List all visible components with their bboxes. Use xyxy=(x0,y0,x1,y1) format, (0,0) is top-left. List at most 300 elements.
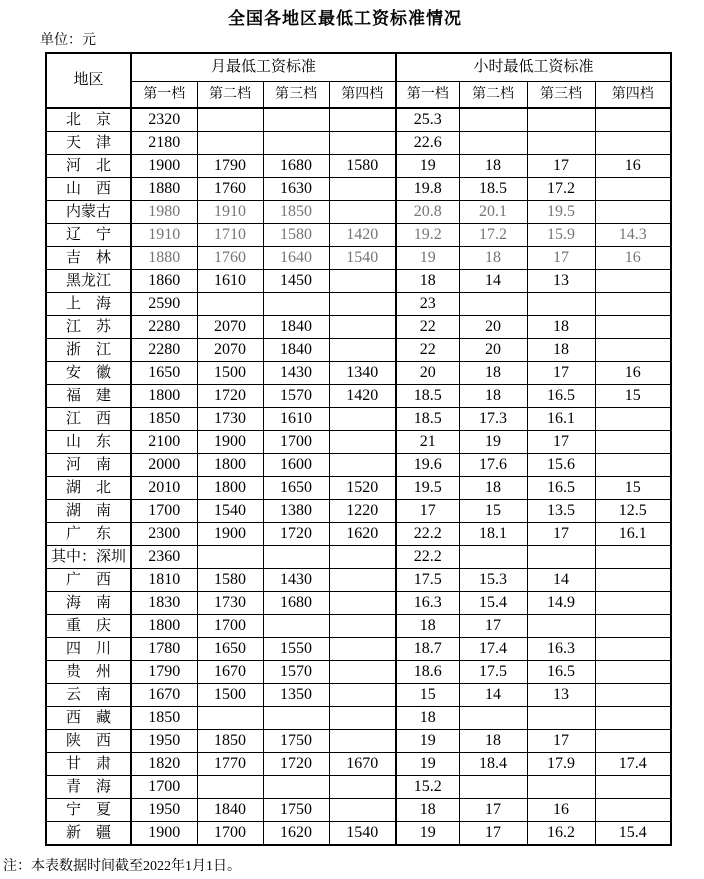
table-row xyxy=(46,408,671,431)
monthly-tier-3-cell: 1640 xyxy=(263,247,329,270)
monthly-tier-4-cell: 1340 xyxy=(329,362,396,385)
monthly-tier-1-cell: 2320 xyxy=(131,108,197,132)
region-cell: 山 西 xyxy=(46,178,131,201)
monthly-tier-2-cell: 1900 xyxy=(197,431,263,454)
region-cell: 黑龙江 xyxy=(46,270,131,293)
monthly-tier-1-cell: 1910 xyxy=(131,224,197,247)
monthly-tier-2-cell: 1650 xyxy=(197,638,263,661)
hourly-tier-1-cell: 20.8 xyxy=(396,201,459,224)
region-cell: 青 海 xyxy=(46,776,131,799)
region-cell: 湖 北 xyxy=(46,477,131,500)
monthly-tier-1-cell: 1800 xyxy=(131,615,197,638)
monthly-tier-3-cell xyxy=(263,108,329,132)
hourly-tier-2-cell xyxy=(459,707,527,730)
table-row xyxy=(46,385,671,408)
hourly-tier-3-cell: 16.5 xyxy=(527,385,595,408)
hourly-tier-3-cell: 17 xyxy=(527,431,595,454)
hourly-tier-2-cell: 17.5 xyxy=(459,661,527,684)
monthly-tier-3-cell: 1600 xyxy=(263,454,329,477)
monthly-tier-2-cell xyxy=(197,293,263,316)
monthly-tier-4-cell xyxy=(329,201,396,224)
hourly-tier-3-cell: 18 xyxy=(527,316,595,339)
monthly-tier-4-cell: 1620 xyxy=(329,523,396,546)
monthly-tier-1-cell: 1700 xyxy=(131,500,197,523)
region-cell: 海 南 xyxy=(46,592,131,615)
hourly-tier-4-cell xyxy=(595,592,671,615)
hourly-tier-2-cell: 17 xyxy=(459,799,527,822)
hourly-tier-4-cell: 15.4 xyxy=(595,822,671,846)
hourly-tier-2-header: 第二档 xyxy=(459,82,527,109)
monthly-tier-1-cell: 2180 xyxy=(131,132,197,155)
monthly-tier-4-cell xyxy=(329,454,396,477)
table-row xyxy=(46,799,671,822)
hourly-tier-4-cell: 15 xyxy=(595,477,671,500)
hourly-tier-2-cell: 17.3 xyxy=(459,408,527,431)
region-cell: 河 南 xyxy=(46,454,131,477)
region-cell: 宁 夏 xyxy=(46,799,131,822)
hourly-tier-3-cell: 16.2 xyxy=(527,822,595,846)
table-row xyxy=(46,155,671,178)
monthly-tier-3-cell: 1570 xyxy=(263,661,329,684)
region-cell: 新 疆 xyxy=(46,822,131,846)
hourly-tier-4-cell: 17.4 xyxy=(595,753,671,776)
monthly-tier-4-cell xyxy=(329,546,396,569)
monthly-tier-3-cell: 1610 xyxy=(263,408,329,431)
monthly-tier-2-cell: 1770 xyxy=(197,753,263,776)
region-cell: 浙 江 xyxy=(46,339,131,362)
monthly-tier-2-cell xyxy=(197,108,263,132)
hourly-tier-1-cell: 22 xyxy=(396,316,459,339)
hourly-tier-1-cell: 18 xyxy=(396,707,459,730)
hourly-tier-1-cell: 18.5 xyxy=(396,408,459,431)
monthly-tier-3-cell: 1700 xyxy=(263,431,329,454)
monthly-tier-2-cell xyxy=(197,546,263,569)
hourly-tier-3-cell: 16 xyxy=(527,799,595,822)
table-row xyxy=(46,661,671,684)
hourly-tier-2-cell: 15.4 xyxy=(459,592,527,615)
monthly-tier-2-cell: 1760 xyxy=(197,178,263,201)
monthly-tier-3-cell: 1430 xyxy=(263,569,329,592)
monthly-tier-4-cell xyxy=(329,339,396,362)
hourly-tier-3-cell: 19.5 xyxy=(527,201,595,224)
monthly-tier-2-cell: 1710 xyxy=(197,224,263,247)
monthly-tier-3-cell: 1550 xyxy=(263,638,329,661)
monthly-tier-1-cell: 1850 xyxy=(131,408,197,431)
hourly-tier-4-cell: 14.3 xyxy=(595,224,671,247)
monthly-tier-3-cell: 1580 xyxy=(263,224,329,247)
monthly-tier-2-cell: 1730 xyxy=(197,408,263,431)
hourly-tier-3-header: 第三档 xyxy=(527,82,595,109)
hourly-tier-1-header: 第一档 xyxy=(396,82,459,109)
table-row xyxy=(46,500,671,523)
hourly-tier-3-cell: 16.5 xyxy=(527,477,595,500)
table-row xyxy=(46,293,671,316)
monthly-tier-3-cell xyxy=(263,132,329,155)
monthly-tier-3-cell xyxy=(263,546,329,569)
hourly-tier-4-cell xyxy=(595,546,671,569)
hourly-tier-4-cell: 16 xyxy=(595,247,671,270)
hourly-tier-3-cell xyxy=(527,293,595,316)
monthly-tier-1-cell: 1820 xyxy=(131,753,197,776)
region-cell: 重 庆 xyxy=(46,615,131,638)
hourly-tier-2-cell: 15.3 xyxy=(459,569,527,592)
hourly-tier-1-cell: 22.2 xyxy=(396,523,459,546)
table-row xyxy=(46,201,671,224)
region-cell: 河 北 xyxy=(46,155,131,178)
hourly-tier-2-cell: 18.4 xyxy=(459,753,527,776)
unit-label: 单位：元 xyxy=(40,33,96,48)
table-row xyxy=(46,132,671,155)
monthly-tier-3-cell xyxy=(263,615,329,638)
hourly-tier-2-cell: 18 xyxy=(459,385,527,408)
hourly-tier-3-cell: 16.1 xyxy=(527,408,595,431)
monthly-tier-1-cell: 1980 xyxy=(131,201,197,224)
monthly-tier-3-cell: 1450 xyxy=(263,270,329,293)
hourly-tier-2-cell: 17.6 xyxy=(459,454,527,477)
region-cell: 贵 州 xyxy=(46,661,131,684)
monthly-tier-3-cell: 1850 xyxy=(263,201,329,224)
hourly-tier-4-cell xyxy=(595,178,671,201)
hourly-tier-2-cell: 18 xyxy=(459,477,527,500)
monthly-tier-3-cell: 1750 xyxy=(263,730,329,753)
table-row xyxy=(46,592,671,615)
monthly-tier-1-cell: 2000 xyxy=(131,454,197,477)
hourly-tier-4-cell xyxy=(595,638,671,661)
hourly-tier-1-cell: 20 xyxy=(396,362,459,385)
hourly-tier-1-cell: 19.5 xyxy=(396,477,459,500)
monthly-tier-2-cell: 1700 xyxy=(197,822,263,846)
hourly-tier-4-cell xyxy=(595,707,671,730)
region-cell: 其中：深圳 xyxy=(46,546,131,569)
hourly-tier-1-cell: 19.6 xyxy=(396,454,459,477)
monthly-tier-3-cell: 1350 xyxy=(263,684,329,707)
table-body xyxy=(46,108,671,845)
monthly-tier-4-cell xyxy=(329,293,396,316)
monthly-tier-3-cell: 1620 xyxy=(263,822,329,846)
monthly-tier-2-cell: 1500 xyxy=(197,362,263,385)
region-cell: 甘 肃 xyxy=(46,753,131,776)
hourly-tier-1-cell: 22.6 xyxy=(396,132,459,155)
monthly-tier-3-cell: 1720 xyxy=(263,523,329,546)
region-cell: 云 南 xyxy=(46,684,131,707)
table-row xyxy=(46,776,671,799)
hourly-tier-2-cell: 18.1 xyxy=(459,523,527,546)
monthly-tier-4-cell: 1540 xyxy=(329,822,396,846)
hourly-tier-4-cell xyxy=(595,408,671,431)
hourly-tier-1-cell: 18.7 xyxy=(396,638,459,661)
region-cell: 广 西 xyxy=(46,569,131,592)
monthly-tier-1-cell: 1880 xyxy=(131,247,197,270)
hourly-tier-2-cell: 17 xyxy=(459,615,527,638)
hourly-tier-2-cell: 17.4 xyxy=(459,638,527,661)
hourly-tier-2-cell: 19 xyxy=(459,431,527,454)
hourly-tier-4-cell xyxy=(595,776,671,799)
monthly-tier-2-cell: 1720 xyxy=(197,385,263,408)
hourly-tier-4-cell: 16 xyxy=(595,155,671,178)
monthly-tier-4-cell xyxy=(329,799,396,822)
hourly-tier-4-cell xyxy=(595,615,671,638)
monthly-tier-3-cell: 1840 xyxy=(263,339,329,362)
region-cell: 辽 宁 xyxy=(46,224,131,247)
table-row xyxy=(46,270,671,293)
hourly-group-header: 小时最低工资标准 xyxy=(396,53,671,82)
table-row xyxy=(46,247,671,270)
hourly-tier-1-cell: 19.8 xyxy=(396,178,459,201)
table-row xyxy=(46,684,671,707)
monthly-tier-4-cell xyxy=(329,270,396,293)
monthly-tier-1-cell: 2100 xyxy=(131,431,197,454)
monthly-tier-2-cell: 1760 xyxy=(197,247,263,270)
hourly-tier-2-cell: 20 xyxy=(459,339,527,362)
monthly-tier-4-cell xyxy=(329,615,396,638)
hourly-tier-4-cell xyxy=(595,730,671,753)
monthly-tier-2-cell: 2070 xyxy=(197,316,263,339)
minimum-wage-table xyxy=(45,52,672,846)
monthly-tier-2-cell: 1800 xyxy=(197,477,263,500)
hourly-tier-1-cell: 17 xyxy=(396,500,459,523)
hourly-tier-1-cell: 19 xyxy=(396,753,459,776)
monthly-tier-1-header: 第一档 xyxy=(131,82,197,109)
table-row xyxy=(46,362,671,385)
monthly-tier-1-cell: 1830 xyxy=(131,592,197,615)
hourly-tier-4-cell xyxy=(595,339,671,362)
monthly-tier-2-cell: 1900 xyxy=(197,523,263,546)
monthly-tier-4-cell xyxy=(329,316,396,339)
region-column-header: 地区 xyxy=(46,53,131,108)
table-row xyxy=(46,316,671,339)
hourly-tier-4-cell: 12.5 xyxy=(595,500,671,523)
hourly-tier-3-cell: 17.2 xyxy=(527,178,595,201)
hourly-tier-3-cell: 16.5 xyxy=(527,661,595,684)
table-row xyxy=(46,454,671,477)
monthly-tier-2-cell xyxy=(197,776,263,799)
hourly-tier-3-cell: 17 xyxy=(527,247,595,270)
monthly-tier-3-header: 第三档 xyxy=(263,82,329,109)
hourly-tier-1-cell: 18.5 xyxy=(396,385,459,408)
monthly-tier-2-cell: 1670 xyxy=(197,661,263,684)
hourly-tier-4-cell xyxy=(595,684,671,707)
table-row xyxy=(46,730,671,753)
hourly-tier-3-cell xyxy=(527,108,595,132)
monthly-tier-2-cell: 1850 xyxy=(197,730,263,753)
monthly-tier-4-cell xyxy=(329,707,396,730)
monthly-tier-3-cell: 1680 xyxy=(263,592,329,615)
hourly-tier-1-cell: 19 xyxy=(396,730,459,753)
monthly-tier-4-cell xyxy=(329,431,396,454)
monthly-tier-4-cell: 1420 xyxy=(329,224,396,247)
region-cell: 湖 南 xyxy=(46,500,131,523)
table-row xyxy=(46,108,671,132)
hourly-tier-4-header: 第四档 xyxy=(595,82,671,109)
hourly-tier-2-cell: 18 xyxy=(459,247,527,270)
hourly-tier-1-cell: 21 xyxy=(396,431,459,454)
region-cell: 江 西 xyxy=(46,408,131,431)
hourly-tier-4-cell: 15 xyxy=(595,385,671,408)
monthly-tier-3-cell: 1630 xyxy=(263,178,329,201)
monthly-tier-2-cell: 2070 xyxy=(197,339,263,362)
monthly-tier-4-cell xyxy=(329,776,396,799)
hourly-tier-4-cell xyxy=(595,293,671,316)
hourly-tier-2-cell xyxy=(459,132,527,155)
hourly-tier-2-cell xyxy=(459,293,527,316)
monthly-tier-3-cell: 1840 xyxy=(263,316,329,339)
hourly-tier-3-cell: 18 xyxy=(527,339,595,362)
monthly-tier-1-cell: 1900 xyxy=(131,155,197,178)
hourly-tier-3-cell: 16.3 xyxy=(527,638,595,661)
table-row xyxy=(46,178,671,201)
hourly-tier-2-cell: 20 xyxy=(459,316,527,339)
hourly-tier-1-cell: 19.2 xyxy=(396,224,459,247)
table-row xyxy=(46,638,671,661)
monthly-tier-2-cell: 1790 xyxy=(197,155,263,178)
hourly-tier-4-cell xyxy=(595,201,671,224)
hourly-tier-4-cell xyxy=(595,316,671,339)
hourly-tier-4-cell xyxy=(595,661,671,684)
monthly-tier-1-cell: 1670 xyxy=(131,684,197,707)
region-cell: 西 藏 xyxy=(46,707,131,730)
table-row xyxy=(46,339,671,362)
hourly-tier-1-cell: 19 xyxy=(396,822,459,846)
hourly-tier-2-cell: 20.1 xyxy=(459,201,527,224)
hourly-tier-4-cell xyxy=(595,270,671,293)
hourly-tier-3-cell: 13 xyxy=(527,684,595,707)
hourly-tier-4-cell xyxy=(595,454,671,477)
region-cell: 吉 林 xyxy=(46,247,131,270)
hourly-tier-1-cell: 19 xyxy=(396,247,459,270)
monthly-tier-4-cell: 1220 xyxy=(329,500,396,523)
region-cell: 上 海 xyxy=(46,293,131,316)
hourly-tier-4-cell: 16.1 xyxy=(595,523,671,546)
region-cell: 广 东 xyxy=(46,523,131,546)
monthly-tier-3-cell: 1430 xyxy=(263,362,329,385)
hourly-tier-2-cell: 14 xyxy=(459,270,527,293)
hourly-tier-3-cell: 17 xyxy=(527,523,595,546)
monthly-tier-4-cell xyxy=(329,730,396,753)
hourly-tier-1-cell: 19 xyxy=(396,155,459,178)
monthly-tier-1-cell: 1800 xyxy=(131,385,197,408)
monthly-tier-2-cell: 1540 xyxy=(197,500,263,523)
monthly-tier-2-cell xyxy=(197,132,263,155)
hourly-tier-2-cell: 17.2 xyxy=(459,224,527,247)
monthly-tier-4-cell: 1540 xyxy=(329,247,396,270)
monthly-tier-1-cell: 2280 xyxy=(131,339,197,362)
table-row xyxy=(46,431,671,454)
monthly-tier-1-cell: 2300 xyxy=(131,523,197,546)
monthly-tier-3-cell: 1650 xyxy=(263,477,329,500)
monthly-tier-1-cell: 1900 xyxy=(131,822,197,846)
region-cell: 北 京 xyxy=(46,108,131,132)
monthly-tier-1-cell: 1790 xyxy=(131,661,197,684)
table-row xyxy=(46,753,671,776)
hourly-tier-1-cell: 18 xyxy=(396,615,459,638)
hourly-tier-2-cell: 18 xyxy=(459,155,527,178)
footnote: 注：本表数据时间截至2022年1月1日。 xyxy=(3,859,241,874)
table-row xyxy=(46,822,671,846)
monthly-tier-1-cell: 2590 xyxy=(131,293,197,316)
monthly-tier-4-header: 第四档 xyxy=(329,82,396,109)
hourly-tier-1-cell: 17.5 xyxy=(396,569,459,592)
monthly-group-header: 月最低工资标准 xyxy=(131,53,396,82)
monthly-tier-2-cell xyxy=(197,707,263,730)
monthly-tier-3-cell: 1750 xyxy=(263,799,329,822)
monthly-tier-2-cell: 1610 xyxy=(197,270,263,293)
hourly-tier-3-cell xyxy=(527,132,595,155)
hourly-tier-2-cell: 18 xyxy=(459,730,527,753)
hourly-tier-1-cell: 18 xyxy=(396,799,459,822)
region-cell: 陕 西 xyxy=(46,730,131,753)
monthly-tier-2-cell: 1910 xyxy=(197,201,263,224)
region-cell: 安 徽 xyxy=(46,362,131,385)
table-row xyxy=(46,477,671,500)
hourly-tier-1-cell: 18.6 xyxy=(396,661,459,684)
monthly-tier-1-cell: 1780 xyxy=(131,638,197,661)
monthly-tier-2-cell: 1730 xyxy=(197,592,263,615)
hourly-tier-3-cell xyxy=(527,707,595,730)
hourly-tier-3-cell: 14 xyxy=(527,569,595,592)
hourly-tier-2-cell: 14 xyxy=(459,684,527,707)
region-cell: 四 川 xyxy=(46,638,131,661)
monthly-tier-4-cell xyxy=(329,108,396,132)
monthly-tier-2-cell: 1840 xyxy=(197,799,263,822)
hourly-tier-2-cell: 18.5 xyxy=(459,178,527,201)
hourly-tier-1-cell: 15 xyxy=(396,684,459,707)
hourly-tier-3-cell xyxy=(527,615,595,638)
hourly-tier-1-cell: 22 xyxy=(396,339,459,362)
hourly-tier-4-cell xyxy=(595,569,671,592)
monthly-tier-4-cell xyxy=(329,178,396,201)
monthly-tier-1-cell: 1700 xyxy=(131,776,197,799)
monthly-tier-4-cell xyxy=(329,592,396,615)
monthly-tier-2-cell: 1700 xyxy=(197,615,263,638)
region-cell: 内蒙古 xyxy=(46,201,131,224)
hourly-tier-1-cell: 16.3 xyxy=(396,592,459,615)
hourly-tier-1-cell: 23 xyxy=(396,293,459,316)
hourly-tier-1-cell: 25.3 xyxy=(396,108,459,132)
monthly-tier-3-cell xyxy=(263,776,329,799)
hourly-tier-3-cell xyxy=(527,776,595,799)
monthly-tier-1-cell: 1950 xyxy=(131,799,197,822)
monthly-tier-4-cell xyxy=(329,569,396,592)
monthly-tier-4-cell: 1580 xyxy=(329,155,396,178)
monthly-tier-2-cell: 1500 xyxy=(197,684,263,707)
monthly-tier-4-cell xyxy=(329,661,396,684)
monthly-tier-3-cell: 1380 xyxy=(263,500,329,523)
hourly-tier-4-cell: 16 xyxy=(595,362,671,385)
region-cell: 江 苏 xyxy=(46,316,131,339)
monthly-tier-3-cell xyxy=(263,707,329,730)
monthly-tier-4-cell: 1520 xyxy=(329,477,396,500)
table-row xyxy=(46,569,671,592)
hourly-tier-2-cell xyxy=(459,108,527,132)
monthly-tier-3-cell: 1720 xyxy=(263,753,329,776)
monthly-tier-1-cell: 1850 xyxy=(131,707,197,730)
hourly-tier-3-cell: 14.9 xyxy=(527,592,595,615)
table-row xyxy=(46,546,671,569)
monthly-tier-3-cell: 1680 xyxy=(263,155,329,178)
hourly-tier-2-cell: 18 xyxy=(459,362,527,385)
hourly-tier-2-cell xyxy=(459,776,527,799)
hourly-tier-3-cell: 17.9 xyxy=(527,753,595,776)
monthly-tier-1-cell: 2280 xyxy=(131,316,197,339)
monthly-tier-1-cell: 1810 xyxy=(131,569,197,592)
monthly-tier-1-cell: 2360 xyxy=(131,546,197,569)
monthly-tier-1-cell: 1650 xyxy=(131,362,197,385)
hourly-tier-3-cell xyxy=(527,546,595,569)
page-title: 全国各地区最低工资标准情况 xyxy=(228,9,462,28)
hourly-tier-3-cell: 17 xyxy=(527,362,595,385)
monthly-tier-4-cell: 1670 xyxy=(329,753,396,776)
hourly-tier-4-cell xyxy=(595,799,671,822)
